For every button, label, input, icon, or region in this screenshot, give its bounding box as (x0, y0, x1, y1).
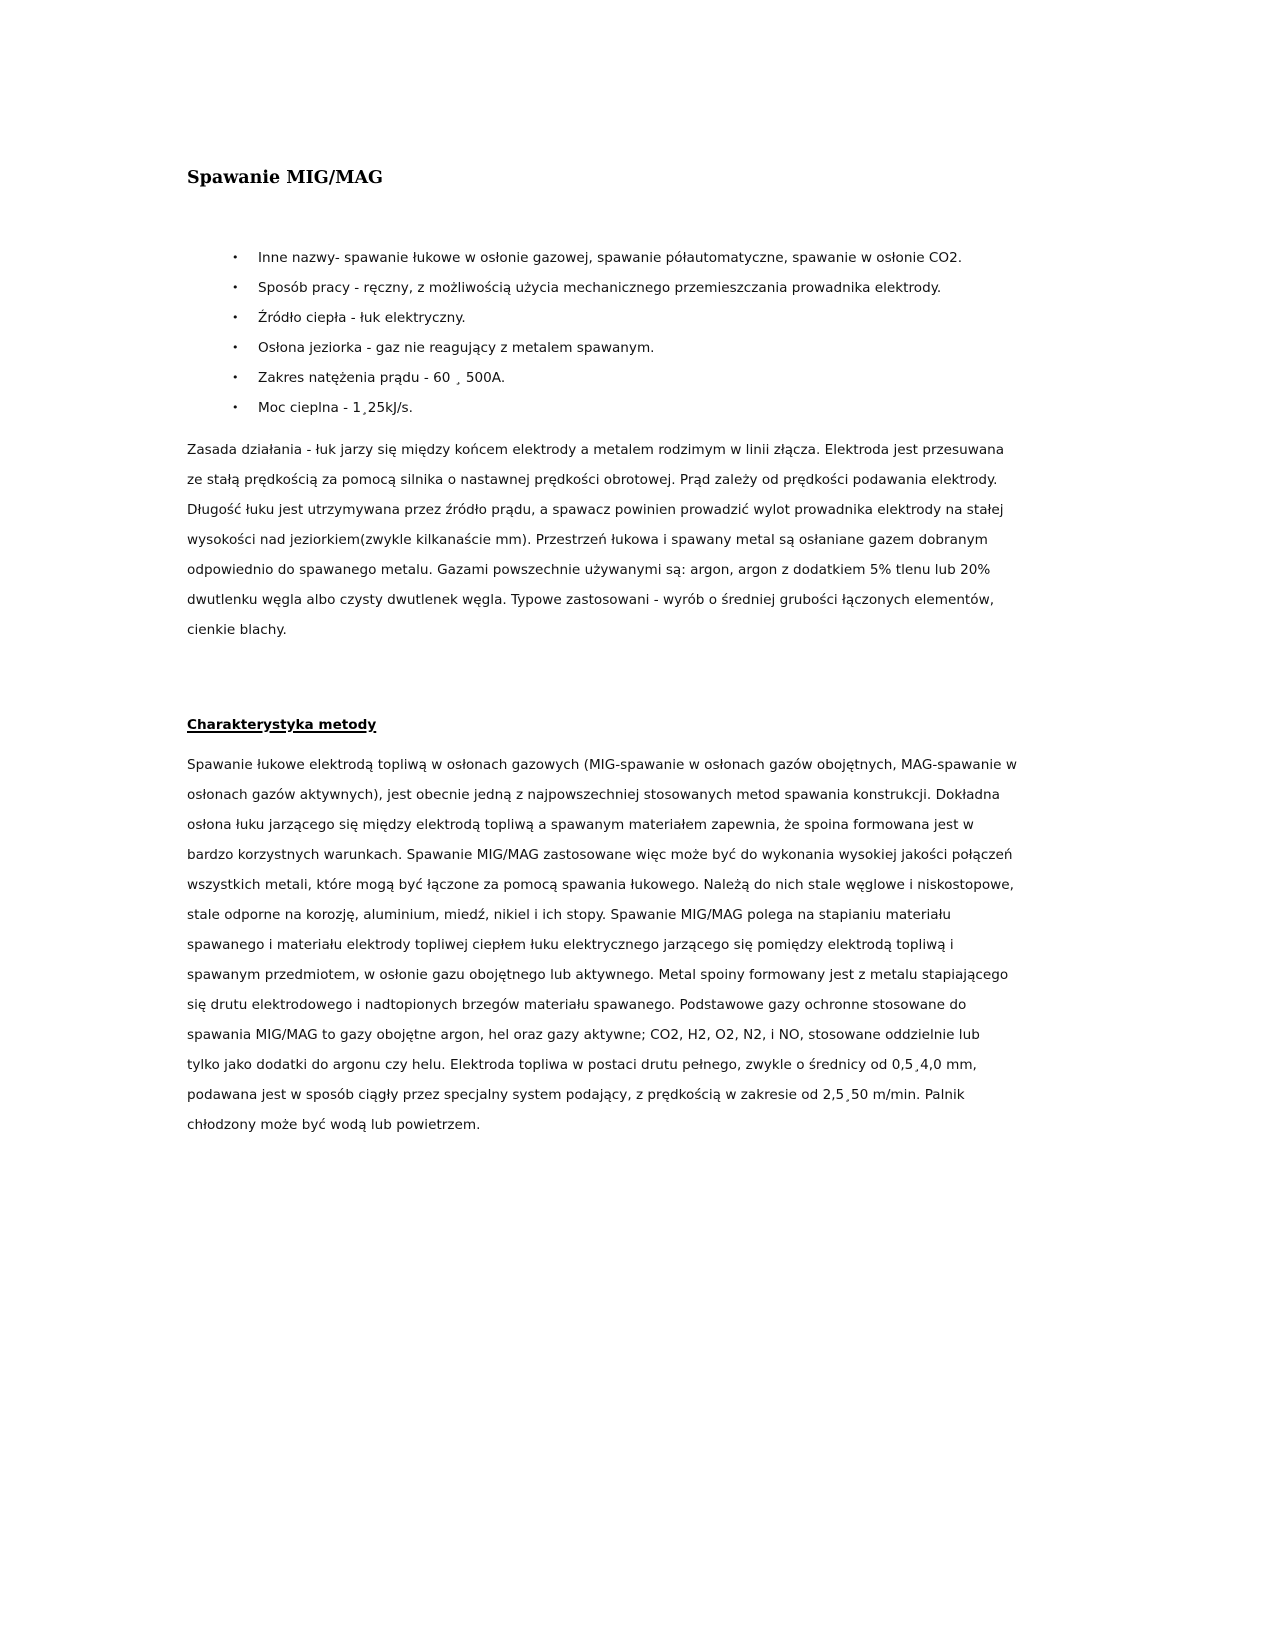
bullet-icon: • (232, 401, 239, 414)
paragraph-line: cienkie blachy. (187, 622, 287, 638)
bullet-icon: • (232, 311, 239, 324)
paragraph-line: stale odporne na korozję, aluminium, miedź, nikiel i ich stopy. Spawanie MIG/MAG polega na stapianiu materiału (187, 907, 952, 923)
paragraph-line: ze stałą prędkością za pomocą silnika o nastawnej prędkości obrotowej. Prąd zależy od prędkości podawania elektrody. (187, 472, 998, 488)
bullet-text: Zakres natężenia prądu - 60 ¸ 500A. (258, 370, 506, 386)
bullet-item-other-names (230, 243, 962, 273)
bullet-item-heat-source (230, 303, 962, 333)
paragraph-line: spawanego i materiału elektrody topliwej ciepłem łuku elektrycznego jarzącego się pomiędzy elektrodą topliwą i (187, 937, 954, 953)
bullet-icon: • (232, 371, 239, 384)
bullet-item-pool-shielding (230, 333, 962, 363)
bullet-text: Moc cieplna - 1¸25kJ/s. (258, 400, 413, 416)
document-title: Spawanie MIG/MAG (187, 168, 384, 188)
bullet-item-work-method (230, 273, 962, 303)
paragraph-line: Spawanie łukowe elektrodą topliwą w osłonach gazowych (MIG-spawanie w osłonach gazów obojętnych, MAG-spawanie w (187, 757, 1017, 773)
paragraph-line: spawanym przedmiotem, w osłonie gazu obojętnego lub aktywnego. Metal spoiny formowany jest z metalu stapiającego (187, 967, 1009, 983)
paragraph-line: się drutu elektrodowego i nadtopionych brzegów materiału spawanego. Podstawowe gazy ochronne stosowane do (187, 997, 967, 1013)
paragraph-line: osłona łuku jarzącego się między elektrodą topliwą a spawanym materiałem zapewnia, że spoina formowana jest w (187, 817, 974, 833)
properties-bullet-list (230, 243, 962, 423)
section-heading-method-characteristics: Charakterystyka metody (187, 717, 377, 733)
bullet-text: Osłona jeziorka - gaz nie reagujący z metalem spawanym. (258, 340, 655, 356)
bullet-icon: • (232, 281, 239, 294)
bullet-text: Inne nazwy- spawanie łukowe w osłonie gazowej, spawanie półautomatyczne, spawanie w osłonie CO2. (258, 250, 963, 266)
paragraph-line: wysokości nad jeziorkiem(zwykle kilkanaście mm). Przestrzeń łukowa i spawany metal są osłaniane gazem dobranym (187, 532, 988, 548)
bullet-item-heat-power (230, 393, 962, 423)
paragraph-line: chłodzony może być wodą lub powietrzem. (187, 1117, 481, 1133)
operating-principle-paragraph (187, 435, 1087, 645)
bullet-icon: • (232, 251, 239, 264)
bullet-text: Źródło ciepła - łuk elektryczny. (258, 310, 466, 326)
bullet-icon: • (232, 341, 239, 354)
paragraph-line: odpowiednio do spawanego metalu. Gazami powszechnie używanymi są: argon, argon z dodatkiem 5% tlenu lub 20% (187, 562, 991, 578)
paragraph-line: spawania MIG/MAG to gazy obojętne argon, hel oraz gazy aktywne; CO2, H2, O2, N2, i NO, stosowane oddzielnie lub (187, 1027, 980, 1043)
method-characteristics-paragraph (187, 750, 1087, 1140)
paragraph-line: tylko jako dodatki do argonu czy helu. Elektroda topliwa w postaci drutu pełnego, zwykle o średnicy od 0,5¸4,0 mm, (187, 1057, 977, 1073)
bullet-text: Sposób pracy - ręczny, z możliwością użycia mechanicznego przemieszczania prowadnika elektrody. (258, 280, 942, 296)
bullet-item-current-range (230, 363, 962, 393)
paragraph-line: Długość łuku jest utrzymywana przez źródło prądu, a spawacz powinien prowadzić wylot prowadnika elektrody na stałej (187, 502, 1004, 518)
paragraph-line: osłonach gazów aktywnych), jest obecnie jedną z najpowszechniej stosowanych metod spawania konstrukcji. Dokładna (187, 787, 1000, 803)
paragraph-line: dwutlenku węgla albo czysty dwutlenek węgla. Typowe zastosowani - wyrób o średniej grubości łączonych elementów, (187, 592, 995, 608)
paragraph-line: Zasada działania - łuk jarzy się między końcem elektrody a metalem rodzimym w linii złącza. Elektroda jest przesuwana (187, 442, 1005, 458)
paragraph-line: bardzo korzystnych warunkach. Spawanie MIG/MAG zastosowane więc może być do wykonania wysokiej jakości połączeń (187, 847, 1013, 863)
paragraph-line: wszystkich metali, które mogą być łączone za pomocą spawania łukowego. Należą do nich stale węglowe i niskostopowe, (187, 877, 1014, 893)
paragraph-line: podawana jest w sposób ciągły przez specjalny system podający, z prędkością w zakresie od 2,5¸50 m/min. Palnik (187, 1087, 965, 1103)
